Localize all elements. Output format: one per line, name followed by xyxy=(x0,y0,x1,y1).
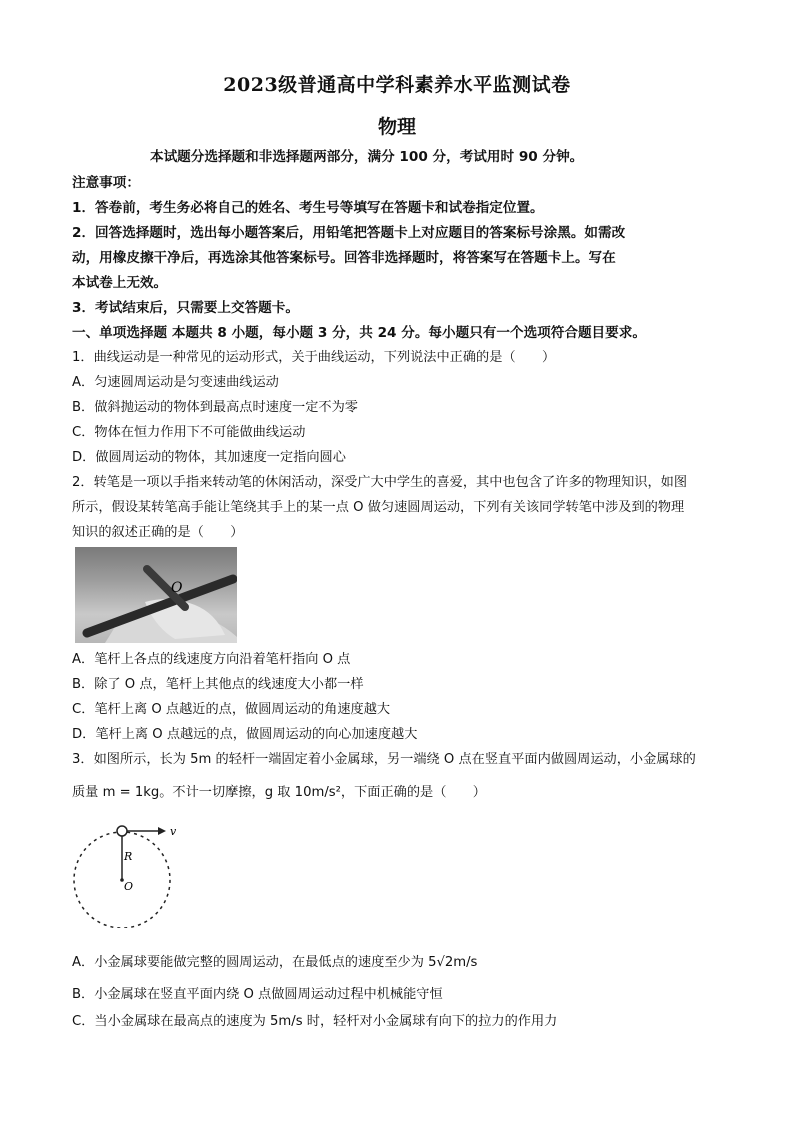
pen-spinning-photo xyxy=(75,547,237,643)
note-1: 1．答卷前，考生务必将自己的姓名、考生号等填写在答题卡和试卷指定位置。 xyxy=(72,200,544,216)
note-2-line-1: 2．回答选择题时，选出每小题答案后，用铅笔把答题卡上对应题目的答案标号涂黑。如需改 xyxy=(72,225,626,241)
q2-stem-line-1: 2．转笔是一项以手指来转动笔的休闲活动，深受广大中学生的喜爱，其中也包含了许多的物理知识，如图 xyxy=(72,475,688,490)
q3-option-a: A．小金属球要能做完整的圆周运动，在最低点的速度至少为 5√2m/s xyxy=(72,955,478,970)
q1-option-b: B．做斜抛运动的物体到最高点时速度一定不为零 xyxy=(72,400,358,415)
note-2-line-3: 本试卷上无效。 xyxy=(72,275,168,291)
circle-rod-figure xyxy=(72,820,182,928)
q3-stem-line-1: 3．如图所示，长为 5m 的轻杆一端固定着小金属球，另一端绕 O 点在竖直平面内做圆周运动，小金属球的 xyxy=(72,752,696,767)
subject-title: 物理 xyxy=(377,116,416,138)
velocity-label: v xyxy=(170,825,177,838)
photo-o-label: O xyxy=(171,580,183,596)
q1-option-d: D．做圆周运动的物体，其加速度一定指向圆心 xyxy=(72,450,346,465)
circular-motion-diagram xyxy=(72,820,182,928)
q2-option-c: C．笔杆上离 O 点越近的点，做圆周运动的角速度越大 xyxy=(72,702,391,717)
section-1-heading: 一、单项选择题 本题共 8 小题，每小题 3 分，共 24 分。每小题只有一个选项符合题目要求。 xyxy=(72,325,646,341)
note-3: 3．考试结束后，只需要上交答题卡。 xyxy=(72,300,299,316)
velocity-arrowhead xyxy=(158,827,166,835)
q2-stem-line-2: 所示，假设某转笔高手能让笔绕其手上的某一点 O 做匀速圆周运动，下列有关该同学转笔中涉及到的物理 xyxy=(72,500,685,515)
notes-heading: 注意事项： xyxy=(72,175,140,191)
q3-option-c: C．当小金属球在最高点的速度为 5m/s 时，轻杆对小金属球有向下的拉力的作用力 xyxy=(72,1014,558,1029)
q2-stem-line-3: 知识的叙述正确的是（ ） xyxy=(72,525,244,540)
radius-label: R xyxy=(124,850,133,863)
q2-option-b: B．除了 O 点，笔杆上其他点的线速度大小都一样 xyxy=(72,677,364,692)
pen-spinning-illustration xyxy=(75,547,237,643)
exam-intro: 本试题分选择题和非选择题两部分，满分 100 分，考试用时 90 分钟。 xyxy=(150,149,584,165)
q1-option-a: A．匀速圆周运动是匀变速曲线运动 xyxy=(72,375,279,390)
metal-ball xyxy=(117,826,127,836)
center-o-label: O xyxy=(124,880,134,893)
q3-stem-line-2: 质量 m = 1kg。不计一切摩擦，g 取 10m/s²，下面正确的是（ ） xyxy=(72,785,486,800)
note-2-line-2: 动，用橡皮擦干净后，再选涂其他答案标号。回答非选择题时，将答案写在答题卡上。写在 xyxy=(72,250,616,266)
q1-option-c: C．物体在恒力作用下不可能做曲线运动 xyxy=(72,425,306,440)
q1-stem: 1．曲线运动是一种常见的运动形式，关于曲线运动，下列说法中正确的是（ ） xyxy=(72,350,556,365)
q2-option-a: A．笔杆上各点的线速度方向沿着笔杆指向 O 点 xyxy=(72,652,351,667)
q3-option-b: B．小金属球在竖直平面内绕 O 点做圆周运动过程中机械能守恒 xyxy=(72,987,443,1002)
q2-option-d: D．笔杆上离 O 点越远的点，做圆周运动的向心加速度越大 xyxy=(72,727,418,742)
exam-title: 2023级普通高中学科素养水平监测试卷 xyxy=(223,74,571,96)
